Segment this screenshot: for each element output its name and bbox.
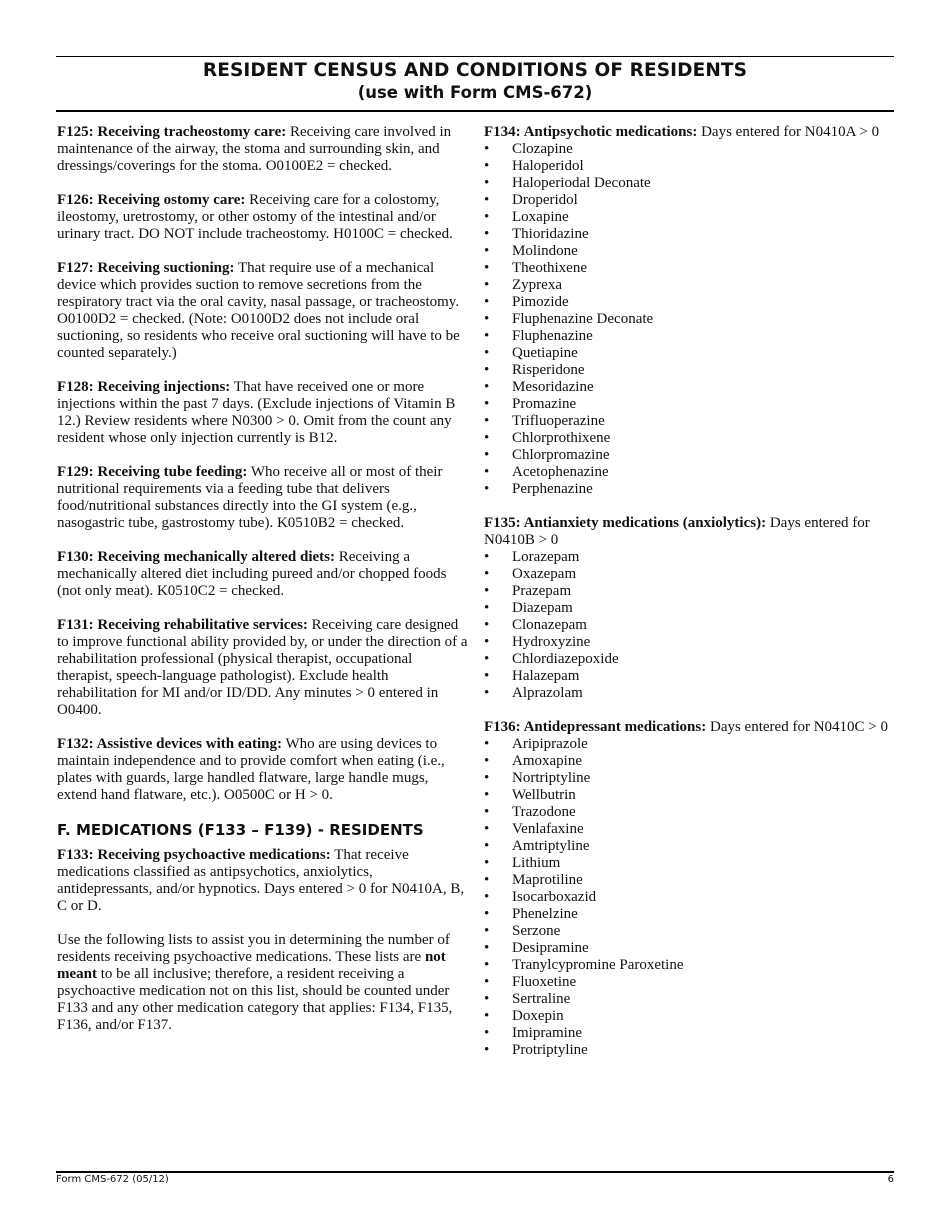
medication-name: Prazepam (512, 583, 572, 599)
medication-name: Lorazepam (512, 549, 580, 565)
antidepressant-list (484, 736, 902, 1059)
bullet-icon: • (484, 1008, 490, 1024)
page-title: RESIDENT CENSUS AND CONDITIONS OF RESIDENTS (202, 60, 748, 81)
medication-list-item (484, 430, 902, 447)
f135-text: Days entered for N0410B > 0 (484, 515, 870, 548)
medication-list-item (484, 957, 902, 974)
f127-label: F127: Receiving suctioning: (57, 260, 235, 276)
medication-name: Protriptyline (512, 1042, 588, 1058)
medication-name: Aripiprazole (512, 736, 588, 752)
bullet-icon: • (484, 158, 490, 174)
bullet-icon: • (484, 753, 490, 769)
medication-name: Fluphenazine (512, 328, 593, 344)
f129-text: Who receive all or most of their nutritional requirements via a feeding tube that delivers food/nutritional substances directly into the GI system (e.g., nasogastric tube, gastrostomy tube). K0510B2 = checked. (57, 464, 443, 531)
bullet-icon: • (484, 362, 490, 378)
medication-name: Halazepam (512, 668, 580, 684)
f135-label: F135: Antianxiety medications (anxiolytics): (484, 515, 767, 531)
f134-heading (484, 124, 902, 141)
medication-list-item (484, 311, 902, 328)
f127-text: That require use of a mechanical device which provides suction to remove secretions from the respiratory tract via the oral cavity, nasal passage, or tracheostomy. O0100D2 = checked. (Note: O0100D2 does not include oral suctioning, so residents who receive oral suctioning will have to be counted separately.) (57, 260, 460, 361)
medication-name: Trazodone (512, 804, 576, 820)
medications-section-heading: F. MEDICATIONS (F133 – F139) - RESIDENTS (57, 821, 424, 839)
bullet-icon: • (484, 838, 490, 854)
f136-label: F136: Antidepressant medications: (484, 719, 707, 735)
medication-list-item (484, 634, 902, 651)
f134-label: F134: Antipsychotic medications: (484, 124, 698, 140)
bullet-icon: • (484, 770, 490, 786)
medication-name: Diazepam (512, 600, 573, 616)
medication-name: Amtriptyline (512, 838, 590, 854)
bullet-icon: • (484, 923, 490, 939)
medication-list-item (484, 328, 902, 345)
bullet-icon: • (484, 447, 490, 463)
medication-name: Wellbutrin (512, 787, 576, 803)
medication-list-item (484, 583, 902, 600)
f128-paragraph (57, 379, 469, 447)
bullet-icon: • (484, 549, 490, 565)
medication-name: Lithium (512, 855, 561, 871)
f128-text: That have received one or more injections within the past 7 days. (Exclude injections of Vitamin B 12.) Review residents where N0300 > 0. Omit from the count any resident whose only injection currently is B12. (57, 379, 456, 446)
medication-name: Maprotiline (512, 872, 583, 888)
left-column (57, 124, 469, 1051)
f136-heading (484, 719, 902, 736)
medication-list-item (484, 158, 902, 175)
f136-text: Days entered for N0410C > 0 (706, 719, 888, 735)
medication-list-item (484, 192, 902, 209)
f128-label: F128: Receiving injections: (57, 379, 231, 395)
f126-label: F126: Receiving ostomy care: (57, 192, 246, 208)
bullet-icon: • (484, 668, 490, 684)
medication-list-item (484, 481, 902, 498)
medication-name: Haloperidol (512, 158, 584, 174)
bullet-icon: • (484, 260, 490, 276)
f131-label: F131: Receiving rehabilitative services: (57, 617, 308, 633)
medication-list-item (484, 804, 902, 821)
f125-text: Receiving care involved in maintenance of the airway, the stoma and surrounding skin, and dressings/coverings for the stoma. O0100E2 = checked. (57, 124, 452, 174)
medication-list-item (484, 209, 902, 226)
f127-paragraph (57, 260, 469, 362)
bullet-icon: • (484, 294, 490, 310)
medication-list-item (484, 226, 902, 243)
medication-name: Molindone (512, 243, 578, 259)
medication-name: Thioridazine (512, 226, 589, 242)
medication-list-item (484, 651, 902, 668)
medication-list-item (484, 1042, 902, 1059)
lists-note-before: Use the following lists to assist you in determining the number of residents receiving psychoactive medications. These lists are (57, 932, 450, 965)
medication-list-item (484, 464, 902, 481)
bullet-icon: • (484, 175, 490, 191)
f125-paragraph (57, 124, 469, 175)
medication-list-item (484, 294, 902, 311)
medication-list-item (484, 821, 902, 838)
page-header (56, 60, 894, 102)
f132-text: Who are using devices to maintain independence and to provide comfort when eating (i.e., plates with guards, large handled flatware, large handle mugs, extend hand flatware, etc.). O0500C or H > 0. (57, 736, 445, 803)
page-subtitle: (use with Form CMS-672) (357, 83, 593, 102)
f129-label: F129: Receiving tube feeding: (57, 464, 248, 480)
medication-list-item (484, 923, 902, 940)
medication-name: Clonazepam (512, 617, 587, 633)
medication-list-item (484, 838, 902, 855)
right-column (484, 124, 902, 1076)
footer-page-number: 6 (887, 1174, 894, 1185)
medication-list-item (484, 141, 902, 158)
bullet-icon: • (484, 311, 490, 327)
bullet-icon: • (484, 804, 490, 820)
f134-text: Days entered for N0410A > 0 (697, 124, 880, 140)
medication-name: Amoxapine (512, 753, 582, 769)
bullet-icon: • (484, 481, 490, 497)
medication-name: Mesoridazine (512, 379, 594, 395)
medication-name: Venlafaxine (512, 821, 584, 837)
medication-list-item (484, 753, 902, 770)
bullet-icon: • (484, 413, 490, 429)
medication-list-item (484, 413, 902, 430)
medication-name: Tranylcypromine Paroxetine (512, 957, 684, 973)
bullet-icon: • (484, 736, 490, 752)
medication-name: Imipramine (512, 1025, 582, 1041)
f126-text: Receiving care for a colostomy, ileostomy, uretrostomy, or other ostomy of the intestinal and/or urinary tract. DO NOT include tracheostomy. H0100C = checked. (57, 192, 453, 242)
medication-list-item (484, 1025, 902, 1042)
medication-list-item (484, 787, 902, 804)
medication-list-item (484, 906, 902, 923)
antianxiety-list (484, 549, 902, 702)
medication-name: Theothixene (512, 260, 587, 276)
medication-name: Pimozide (512, 294, 569, 310)
medication-name: Chlorprothixene (512, 430, 611, 446)
medication-list-item (484, 974, 902, 991)
f126-paragraph (57, 192, 469, 243)
medication-name: Chlordiazepoxide (512, 651, 619, 667)
footer-rule (56, 1171, 894, 1173)
medication-list-item (484, 668, 902, 685)
f133-label: F133: Receiving psychoactive medications: (57, 847, 331, 863)
bullet-icon: • (484, 379, 490, 395)
f133-text: That receive medications classified as antipsychotics, anxiolytics, antidepressants, and/or hypnotics. Days entered > 0 for N0410A, B, C or D. (57, 847, 465, 914)
bullet-icon: • (484, 787, 490, 803)
medication-name: Hydroxyzine (512, 634, 591, 650)
bullet-icon: • (484, 600, 490, 616)
bullet-icon: • (484, 464, 490, 480)
bullet-icon: • (484, 209, 490, 225)
bullet-icon: • (484, 1025, 490, 1041)
medication-list-item (484, 566, 902, 583)
f133-paragraph (57, 847, 469, 915)
medication-list-item (484, 600, 902, 617)
bullet-icon: • (484, 328, 490, 344)
medication-name: Acetophenazine (512, 464, 609, 480)
footer-form-id: Form CMS-672 (05/12) (56, 1174, 169, 1185)
medication-list-item (484, 345, 902, 362)
medication-list-item (484, 991, 902, 1008)
medication-name: Zyprexa (512, 277, 562, 293)
lists-note-paragraph (57, 932, 469, 1034)
medication-list-item (484, 940, 902, 957)
bullet-icon: • (484, 872, 490, 888)
bullet-icon: • (484, 889, 490, 905)
bullet-icon: • (484, 226, 490, 242)
medication-name: Oxazepam (512, 566, 577, 582)
medication-list-item (484, 175, 902, 192)
f125-label: F125: Receiving tracheostomy care: (57, 124, 287, 140)
medication-list-item (484, 617, 902, 634)
medication-name: Fluoxetine (512, 974, 577, 990)
medication-name: Droperidol (512, 192, 578, 208)
medication-list-item (484, 396, 902, 413)
medication-list-item (484, 243, 902, 260)
bullet-icon: • (484, 940, 490, 956)
medication-list-item (484, 855, 902, 872)
header-rule (56, 110, 894, 112)
bullet-icon: • (484, 974, 490, 990)
bullet-icon: • (484, 651, 490, 667)
medication-list-item (484, 362, 902, 379)
medication-name: Sertraline (512, 991, 571, 1007)
f130-text: Receiving a mechanically altered diet including pureed and/or chopped foods (not only meat). K0510C2 = checked. (57, 549, 447, 599)
antipsychotic-list (484, 141, 902, 498)
medication-list-item (484, 447, 902, 464)
bullet-icon: • (484, 855, 490, 871)
medication-list-item (484, 770, 902, 787)
medication-name: Desipramine (512, 940, 589, 956)
top-rule (56, 56, 894, 57)
medication-name: Chlorpromazine (512, 447, 610, 463)
bullet-icon: • (484, 991, 490, 1007)
f132-label: F132: Assistive devices with eating: (57, 736, 282, 752)
medication-list-item (484, 685, 902, 702)
medication-name: Alprazolam (512, 685, 583, 701)
medication-name: Isocarboxazid (512, 889, 597, 905)
bullet-icon: • (484, 906, 490, 922)
f131-paragraph (57, 617, 469, 719)
f131-text: Receiving care designed to improve functional ability provided by, or under the direction of a rehabilitation professional (physical therapist, occupational therapist, speech-language pathologist). Exclude health rehabilitation for MI and/or ID/DD. Any minutes > 0 entered in O0400. (57, 617, 468, 718)
bullet-icon: • (484, 430, 490, 446)
bullet-icon: • (484, 957, 490, 973)
bullet-icon: • (484, 345, 490, 361)
medication-name: Serzone (512, 923, 561, 939)
medication-list-item (484, 379, 902, 396)
medication-name: Fluphenazine Deconate (512, 311, 654, 327)
medication-list-item (484, 736, 902, 753)
bullet-icon: • (484, 685, 490, 701)
medication-name: Trifluoperazine (512, 413, 605, 429)
f129-paragraph (57, 464, 469, 532)
medication-name: Perphenazine (512, 481, 593, 497)
medication-name: Promazine (512, 396, 577, 412)
bullet-icon: • (484, 243, 490, 259)
bullet-icon: • (484, 566, 490, 582)
bullet-icon: • (484, 1042, 490, 1058)
medication-list-item (484, 872, 902, 889)
bullet-icon: • (484, 634, 490, 650)
f130-paragraph (57, 549, 469, 600)
medication-name: Doxepin (512, 1008, 564, 1024)
medication-list-item (484, 1008, 902, 1025)
medication-name: Nortriptyline (512, 770, 591, 786)
bullet-icon: • (484, 617, 490, 633)
medication-name: Haloperiodal Deconate (512, 175, 651, 191)
f132-paragraph (57, 736, 469, 804)
medication-name: Phenelzine (512, 906, 578, 922)
medication-name: Quetiapine (512, 345, 578, 361)
bullet-icon: • (484, 141, 490, 157)
medication-list-item (484, 549, 902, 566)
medication-name: Clozapine (512, 141, 573, 157)
f135-heading (484, 515, 902, 549)
medication-list-item (484, 260, 902, 277)
medication-name: Risperidone (512, 362, 585, 378)
medication-name: Loxapine (512, 209, 569, 225)
f130-label: F130: Receiving mechanically altered diets: (57, 549, 335, 565)
bullet-icon: • (484, 277, 490, 293)
bullet-icon: • (484, 821, 490, 837)
bullet-icon: • (484, 583, 490, 599)
medication-list-item (484, 889, 902, 906)
bullet-icon: • (484, 396, 490, 412)
bullet-icon: • (484, 192, 490, 208)
medication-list-item (484, 277, 902, 294)
lists-note-emphasis: not meant (57, 949, 446, 982)
lists-note-after: to be all inclusive; therefore, a resident receiving a psychoactive medication not on this list, should be counted under F133 and any other medication category that applies: F134, F135, F136, and/or F137. (57, 966, 453, 1033)
